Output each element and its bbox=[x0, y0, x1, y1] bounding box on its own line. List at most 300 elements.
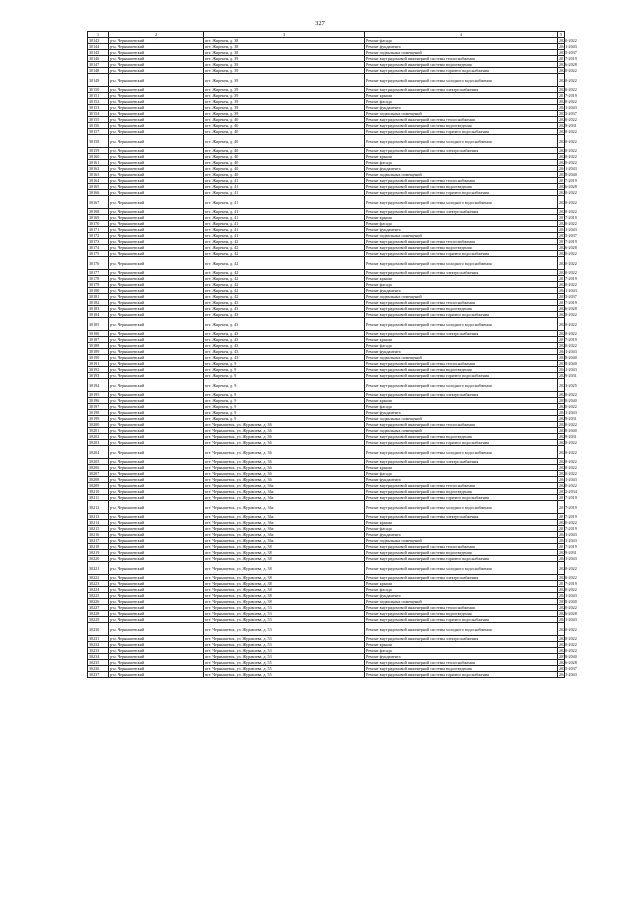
address-cell: пгт. Жирекен, д. 41 bbox=[204, 196, 365, 209]
period-cell: 2041-2043 bbox=[559, 477, 577, 482]
period-cell: 2017-2019 bbox=[559, 544, 577, 549]
period-cell: 2020-2022 bbox=[559, 575, 577, 580]
period-cell: 2020-2022 bbox=[559, 459, 577, 464]
row-number-cell: 30196 bbox=[88, 398, 109, 404]
address-cell: пгт. Чернышевск, ул. Журавлева, д. 36а bbox=[204, 526, 365, 532]
district-cell: р-н. Чернышевский bbox=[109, 251, 204, 257]
district-cell: р-н. Чернышевский bbox=[109, 556, 204, 562]
work-type-cell: Ремонт внутридомовой инженерной системы холодного водоснабжения bbox=[365, 562, 558, 575]
district-cell: р-н. Чернышевский bbox=[109, 276, 204, 282]
district-cell: р-н. Чернышевский bbox=[109, 148, 204, 154]
work-type-cell: Ремонт внутридомовой инженерной системы электроснабжения bbox=[365, 636, 558, 642]
row-number-cell: 30217 bbox=[88, 538, 109, 544]
row-number-cell: 30201 bbox=[88, 428, 109, 434]
address-cell: пгт. Жирекен, д. 9 bbox=[204, 398, 365, 404]
row-number-cell: 30156 bbox=[88, 123, 109, 129]
period-cell: 2017-2019 bbox=[559, 215, 577, 220]
period-cell: 2035-2037 bbox=[559, 50, 577, 55]
address-cell: пгт. Чернышевск, ул. Журавлева, д. 53 bbox=[204, 642, 365, 648]
district-cell: р-н. Чернышевский bbox=[109, 349, 204, 355]
district-cell: р-н. Чернышевский bbox=[109, 105, 204, 111]
work-type-cell: Ремонт внутридомовой инженерной системы горячего водоснабжения bbox=[365, 251, 558, 257]
row-number-cell: 30170 bbox=[88, 221, 109, 227]
period-cell: 2017-2019 bbox=[559, 581, 577, 586]
period-cell: 2026-2028 bbox=[559, 611, 577, 616]
district-cell: р-н. Чернышевский bbox=[109, 239, 204, 245]
district-cell: р-н. Чернышевский bbox=[109, 422, 204, 428]
district-cell: р-н. Чернышевский bbox=[109, 599, 204, 605]
period-cell: 2017-2019 bbox=[559, 337, 577, 342]
row-number-cell: 30191 bbox=[88, 361, 109, 367]
district-cell: р-н. Чернышевский bbox=[109, 38, 204, 44]
district-cell: р-н. Чернышевский bbox=[109, 257, 204, 270]
row-number-cell: 30209 bbox=[88, 483, 109, 489]
district-cell: р-н. Чернышевский bbox=[109, 87, 204, 93]
period-cell: 2020-2022 bbox=[559, 38, 577, 43]
period-cell: 2020-2022 bbox=[559, 471, 577, 476]
address-cell: пгт. Жирекен, д. 40 bbox=[204, 148, 365, 154]
work-type-cell: Ремонт внутридомовой инженерной системы теплоснабжения bbox=[365, 544, 558, 550]
district-cell: р-н. Чернышевский bbox=[109, 300, 204, 306]
work-type-cell: Ремонт внутридомовой инженерной системы холодного водоснабжения bbox=[365, 623, 558, 636]
address-cell: пгт. Жирекен, д. 40 bbox=[204, 166, 365, 172]
work-type-cell: Ремонт внутридомовой инженерной системы горячего водоснабжения bbox=[365, 440, 558, 446]
district-cell: р-н. Чернышевский bbox=[109, 312, 204, 318]
row-number-cell: 30164 bbox=[88, 178, 109, 184]
work-type-cell: Ремонт внутридомовой инженерной системы теплоснабжения bbox=[365, 239, 558, 245]
address-cell: пгт. Чернышевск, ул. Журавлева, д. 36 bbox=[204, 440, 365, 446]
district-cell: р-н. Чернышевский bbox=[109, 172, 204, 178]
row-number-cell: 30188 bbox=[88, 343, 109, 349]
period-cell: 2029-2031 bbox=[559, 373, 577, 378]
work-type-cell: Ремонт фундамента bbox=[365, 105, 558, 111]
address-cell: пгт. Чернышевск, ул. Журавлева, д. 38 bbox=[204, 544, 365, 550]
row-number-cell: 30185 bbox=[88, 318, 109, 331]
work-type-cell: Ремонт крыши bbox=[365, 337, 558, 343]
period-cell: 2020-2022 bbox=[559, 129, 577, 134]
address-cell: пгт. Жирекен, д. 42 bbox=[204, 257, 365, 270]
period-cell: 2026-2028 bbox=[559, 245, 577, 250]
work-type-cell: Ремонт фасада bbox=[365, 526, 558, 532]
address-cell: пгт. Жирекен, д. 41 bbox=[204, 190, 365, 196]
row-number-cell: 30152 bbox=[88, 99, 109, 105]
work-type-cell: Ремонт внутридомовой инженерной системы водоотведения bbox=[365, 666, 558, 672]
district-cell: р-н. Чернышевский bbox=[109, 178, 204, 184]
row-number-cell: 30232 bbox=[88, 642, 109, 648]
work-type-cell: Ремонт фасада bbox=[365, 587, 558, 593]
work-type-cell: Ремонт подвальных помещений bbox=[365, 355, 558, 361]
district-cell: р-н. Чернышевский bbox=[109, 318, 204, 331]
district-cell: р-н. Чернышевский bbox=[109, 398, 204, 404]
work-type-cell: Ремонт внутридомовой инженерной системы теплоснабжения bbox=[365, 178, 558, 184]
period-cell: 2020-2022 bbox=[559, 642, 577, 647]
work-type-cell: Ремонт внутридомовой инженерной системы горячего водоснабжения bbox=[365, 617, 558, 623]
period-cell: 2026-2028 bbox=[559, 62, 577, 67]
period-cell: 2032-2034 bbox=[559, 489, 577, 494]
work-type-cell: Ремонт внутридомовой инженерной системы теплоснабжения bbox=[365, 56, 558, 62]
address-cell: пгт. Жирекен, д. 9 bbox=[204, 373, 365, 379]
row-number-cell: 30173 bbox=[88, 239, 109, 245]
period-cell: 2041-2043 bbox=[559, 672, 577, 677]
district-cell: р-н. Чернышевский bbox=[109, 93, 204, 99]
address-cell: пгт. Чернышевск, ул. Журавлева, д. 36 bbox=[204, 434, 365, 440]
district-cell: р-н. Чернышевский bbox=[109, 215, 204, 221]
row-number-cell: 30220 bbox=[88, 556, 109, 562]
header-cell-3: 3 bbox=[204, 32, 365, 38]
work-type-cell: Ремонт фундамента bbox=[365, 654, 558, 660]
table-row bbox=[88, 501, 565, 514]
work-type-cell: Ремонт фундамента bbox=[365, 349, 558, 355]
work-type-cell: Ремонт внутридомовой инженерной системы теплоснабжения bbox=[365, 117, 558, 123]
address-cell: пгт. Чернышевск, ул. Журавлева, д. 36 bbox=[204, 459, 365, 465]
address-cell: пгт. Чернышевск, ул. Журавлева, д. 38 bbox=[204, 575, 365, 581]
period-cell: 2026-2028 bbox=[559, 184, 577, 189]
work-type-cell: Ремонт внутридомовой инженерной системы теплоснабжения bbox=[365, 660, 558, 666]
address-cell: пгт. Жирекен, д. 43 bbox=[204, 300, 365, 306]
address-cell: пгт. Жирекен, д. 42 bbox=[204, 251, 365, 257]
work-type-cell: Ремонт внутридомовой инженерной системы холодного водоснабжения bbox=[365, 379, 558, 392]
work-type-cell: Ремонт подвальных помещений bbox=[365, 233, 558, 239]
row-number-cell: 30161 bbox=[88, 160, 109, 166]
work-type-cell: Ремонт фасада bbox=[365, 282, 558, 288]
row-number-cell: 30233 bbox=[88, 648, 109, 654]
district-cell: р-н. Чернышевский bbox=[109, 672, 204, 678]
address-cell: пгт. Чернышевск, ул. Журавлева, д. 53 bbox=[204, 648, 365, 654]
work-type-cell: Ремонт внутридомовой инженерной системы водоотведения bbox=[365, 306, 558, 312]
row-number-cell: 30187 bbox=[88, 337, 109, 343]
period-cell: 2020-2022 bbox=[559, 465, 577, 470]
district-cell: р-н. Чернышевский bbox=[109, 471, 204, 477]
address-cell: пгт. Жирекен, д. 39 bbox=[204, 105, 365, 111]
period-cell: 2029-2031 bbox=[559, 123, 577, 128]
row-number-cell: 30213 bbox=[88, 514, 109, 520]
address-cell: пгт. Жирекен, д. 41 bbox=[204, 178, 365, 184]
work-type-cell: Ремонт внутридомовой инженерной системы холодного водоснабжения bbox=[365, 318, 558, 331]
address-cell: пгт. Чернышевск, ул. Журавлева, д. 38 bbox=[204, 550, 365, 556]
district-cell: р-н. Чернышевский bbox=[109, 477, 204, 483]
address-cell: пгт. Жирекен, д. 9 bbox=[204, 379, 365, 392]
district-cell: р-н. Чернышевский bbox=[109, 416, 204, 422]
row-number-cell: 30229 bbox=[88, 617, 109, 623]
work-type-cell: Ремонт внутридомовой инженерной системы холодного водоснабжения bbox=[365, 446, 558, 459]
district-cell: р-н. Чернышевский bbox=[109, 343, 204, 349]
period-cell: 2041-2043 bbox=[559, 410, 577, 415]
district-cell: р-н. Чернышевский bbox=[109, 68, 204, 74]
row-number-cell: 30190 bbox=[88, 355, 109, 361]
district-cell: р-н. Чернышевский bbox=[109, 623, 204, 636]
work-type-cell: Ремонт фасада bbox=[365, 343, 558, 349]
address-cell: пгт. Жирекен, д. 43 bbox=[204, 331, 365, 337]
row-number-cell: 30186 bbox=[88, 331, 109, 337]
row-number-cell: 30155 bbox=[88, 117, 109, 123]
row-number-cell: 30226 bbox=[88, 599, 109, 605]
work-type-cell: Ремонт внутридомовой инженерной системы водоотведения bbox=[365, 550, 558, 556]
address-cell: пгт. Жирекен, д. 40 bbox=[204, 123, 365, 129]
work-type-cell: Ремонт внутридомовой инженерной системы холодного водоснабжения bbox=[365, 74, 558, 87]
work-type-cell: Ремонт внутридомовой инженерной системы электроснабжения bbox=[365, 331, 558, 337]
row-number-cell: 30179 bbox=[88, 282, 109, 288]
address-cell: пгт. Жирекен, д. 42 bbox=[204, 288, 365, 294]
period-cell: 2017-2019 bbox=[558, 501, 565, 514]
work-type-cell: Ремонт внутридомовой инженерной системы водоотведения bbox=[365, 62, 558, 68]
work-type-cell: Ремонт фасада bbox=[365, 648, 558, 654]
district-cell: р-н. Чернышевский bbox=[109, 538, 204, 544]
period-cell: 2029-2031 bbox=[559, 550, 577, 555]
address-cell: пгт. Жирекен, д. 39 bbox=[204, 56, 365, 62]
district-cell: р-н. Чернышевский bbox=[109, 514, 204, 520]
period-cell: 2041-2043 bbox=[559, 349, 577, 354]
row-number-cell: 30147 bbox=[88, 62, 109, 68]
row-number-cell: 30200 bbox=[88, 422, 109, 428]
work-type-cell: Ремонт подвальных помещений bbox=[365, 416, 558, 422]
work-type-cell: Ремонт внутридомовой инженерной системы теплоснабжения bbox=[365, 300, 558, 306]
work-type-cell: Ремонт внутридомовой инженерной системы горячего водоснабжения bbox=[365, 190, 558, 196]
row-number-cell: 30216 bbox=[88, 532, 109, 538]
address-cell: пгт. Жирекен, д. 41 bbox=[204, 227, 365, 233]
address-cell: пгт. Жирекен, д. 40 bbox=[204, 154, 365, 160]
period-cell: 2035-2037 bbox=[559, 111, 577, 116]
district-cell: р-н. Чернышевский bbox=[109, 294, 204, 300]
header-cell-5: 5 bbox=[558, 32, 565, 38]
row-number-cell: 30154 bbox=[88, 111, 109, 117]
work-type-cell: Ремонт фасада bbox=[365, 160, 558, 166]
district-cell: р-н. Чернышевский bbox=[109, 587, 204, 593]
row-number-cell: 30175 bbox=[88, 251, 109, 257]
address-cell: пгт. Чернышевск, ул. Журавлева, д. 38 bbox=[204, 587, 365, 593]
work-type-cell: Ремонт крыши bbox=[365, 642, 558, 648]
address-cell: пгт. Жирекен, д. 40 bbox=[204, 117, 365, 123]
district-cell: р-н. Чернышевский bbox=[109, 129, 204, 135]
period-cell: 2017-2019 bbox=[559, 514, 577, 519]
row-number-cell: 30181 bbox=[88, 294, 109, 300]
district-cell: р-н. Чернышевский bbox=[109, 99, 204, 105]
period-cell: 2020-2022 bbox=[558, 257, 565, 270]
address-cell: пгт. Жирекен, д. 9 bbox=[204, 361, 365, 367]
row-number-cell: 30230 bbox=[88, 623, 109, 636]
district-cell: р-н. Чернышевский bbox=[109, 123, 204, 129]
address-cell: пгт. Жирекен, д. 38 bbox=[204, 44, 365, 50]
row-number-cell: 30150 bbox=[88, 87, 109, 93]
work-type-cell: Ремонт внутридомовой инженерной системы теплоснабжения bbox=[365, 361, 558, 367]
row-number-cell: 30153 bbox=[88, 105, 109, 111]
work-type-cell: Ремонт внутридомовой инженерной системы электроснабжения bbox=[365, 575, 558, 581]
address-cell: пгт. Чернышевск, ул. Журавлева, д. 36а bbox=[204, 532, 365, 538]
work-type-cell: Ремонт фундамента bbox=[365, 532, 558, 538]
address-cell: пгт. Жирекен, д. 43 bbox=[204, 318, 365, 331]
period-cell: 2041-2043 bbox=[559, 367, 577, 372]
work-type-cell: Ремонт внутридомовой инженерной системы теплоснабжения bbox=[365, 483, 558, 489]
district-cell: р-н. Чернышевский bbox=[109, 44, 204, 50]
address-cell: пгт. Чернышевск, ул. Журавлева, д. 36а bbox=[204, 495, 365, 501]
table-row bbox=[88, 74, 565, 87]
district-cell: р-н. Чернышевский bbox=[109, 428, 204, 434]
period-cell: 2020-2022 bbox=[559, 68, 577, 73]
address-cell: пгт. Жирекен, д. 42 bbox=[204, 282, 365, 288]
address-cell: пгт. Жирекен, д. 39 bbox=[204, 68, 365, 74]
period-cell: 2038-2040 bbox=[559, 599, 577, 604]
district-cell: р-н. Чернышевский bbox=[109, 154, 204, 160]
district-cell: р-н. Чернышевский bbox=[109, 166, 204, 172]
work-type-cell: Ремонт внутридомовой инженерной системы водоотведения bbox=[365, 611, 558, 617]
district-cell: р-н. Чернышевский bbox=[109, 209, 204, 215]
row-number-cell: 30211 bbox=[88, 495, 109, 501]
address-cell: пгт. Чернышевск, ул. Журавлева, д. 38 bbox=[204, 556, 365, 562]
address-cell: пгт. Жирекен, д. 40 bbox=[204, 160, 365, 166]
table-body bbox=[88, 38, 577, 678]
row-number-cell: 30184 bbox=[88, 312, 109, 318]
period-cell: 2020-2022 bbox=[558, 318, 565, 331]
period-cell: 2038-2040 bbox=[559, 361, 577, 366]
period-cell: 2020-2022 bbox=[559, 404, 577, 409]
address-cell: пгт. Чернышевск, ул. Журавлева, д. 36 bbox=[204, 471, 365, 477]
period-cell: 2020-2022 bbox=[559, 251, 577, 256]
work-type-cell: Ремонт подвальных помещений bbox=[365, 172, 558, 178]
work-type-cell: Ремонт внутридомовой инженерной системы электроснабжения bbox=[365, 270, 558, 276]
period-cell: 2041-2043 bbox=[559, 44, 577, 49]
work-type-cell: Ремонт внутридомовой инженерной системы теплоснабжения bbox=[365, 422, 558, 428]
row-number-cell: 30214 bbox=[88, 520, 109, 526]
row-number-cell: 30165 bbox=[88, 184, 109, 190]
district-cell: р-н. Чернышевский bbox=[109, 459, 204, 465]
work-type-cell: Ремонт подвальных помещений bbox=[365, 50, 558, 56]
district-cell: р-н. Чернышевский bbox=[109, 62, 204, 68]
district-cell: р-н. Чернышевский bbox=[109, 337, 204, 343]
work-type-cell: Ремонт внутридомовой инженерной системы горячего водоснабжения bbox=[365, 672, 558, 678]
period-cell: 2017-2019 bbox=[559, 495, 577, 500]
period-cell: 2041-2043 bbox=[559, 532, 577, 537]
district-cell: р-н. Чернышевский bbox=[109, 483, 204, 489]
row-number-cell: 30167 bbox=[88, 196, 109, 209]
district-cell: р-н. Чернышевский bbox=[109, 227, 204, 233]
row-number-cell: 30145 bbox=[88, 50, 109, 56]
district-cell: р-н. Чернышевский bbox=[109, 392, 204, 398]
row-number-cell: 30180 bbox=[88, 288, 109, 294]
address-cell: пгт. Жирекен, д. 9 bbox=[204, 392, 365, 398]
table-row bbox=[88, 318, 565, 331]
district-cell: р-н. Чернышевский bbox=[109, 367, 204, 373]
address-cell: пгт. Чернышевск, ул. Журавлева, д. 36а bbox=[204, 501, 365, 514]
address-cell: пгт. Жирекен, д. 9 bbox=[204, 410, 365, 416]
period-cell: 2035-2037 bbox=[559, 666, 577, 671]
row-number-cell: 30237 bbox=[88, 672, 109, 678]
row-number-cell: 30198 bbox=[88, 410, 109, 416]
period-cell: 2020-2022 bbox=[559, 343, 577, 348]
row-number-cell: 30236 bbox=[88, 666, 109, 672]
period-cell: 2038-2040 bbox=[559, 398, 577, 403]
period-cell: 2020-2022 bbox=[559, 440, 577, 445]
work-type-cell: Ремонт внутридомовой инженерной системы электроснабжения bbox=[365, 87, 558, 93]
work-type-cell: Ремонт крыши bbox=[365, 465, 558, 471]
row-number-cell: 30225 bbox=[88, 593, 109, 599]
district-cell: р-н. Чернышевский bbox=[109, 465, 204, 471]
row-number-cell: 30223 bbox=[88, 581, 109, 587]
row-number-cell: 30146 bbox=[88, 56, 109, 62]
period-cell: 2017-2019 bbox=[559, 93, 577, 98]
row-number-cell: 30163 bbox=[88, 172, 109, 178]
row-number-cell: 30205 bbox=[88, 459, 109, 465]
address-cell: пгт. Жирекен, д. 43 bbox=[204, 312, 365, 318]
table-row bbox=[88, 623, 565, 636]
address-cell: пгт. Чернышевск, ул. Журавлева, д. 36а bbox=[204, 514, 365, 520]
period-cell: 2035-2037 bbox=[559, 294, 577, 299]
district-cell: р-н. Чернышевский bbox=[109, 636, 204, 642]
district-cell: р-н. Чернышевский bbox=[109, 404, 204, 410]
row-number-cell: 30174 bbox=[88, 245, 109, 251]
row-number-cell: 30210 bbox=[88, 489, 109, 495]
row-number-cell: 30158 bbox=[88, 135, 109, 148]
work-type-cell: Ремонт внутридомовой инженерной системы горячего водоснабжения bbox=[365, 68, 558, 74]
row-number-cell: 30148 bbox=[88, 68, 109, 74]
district-cell: р-н. Чернышевский bbox=[109, 50, 204, 56]
period-cell: 2020-2022 bbox=[559, 148, 577, 153]
work-type-cell: Ремонт внутридомовой инженерной системы горячего водоснабжения bbox=[365, 495, 558, 501]
address-cell: пгт. Жирекен, д. 39 bbox=[204, 87, 365, 93]
period-cell: 2020-2022 bbox=[559, 160, 577, 165]
address-cell: пгт. Чернышевск, ул. Журавлева, д. 36 bbox=[204, 428, 365, 434]
district-cell: р-н. Чернышевский bbox=[109, 135, 204, 148]
address-cell: пгт. Жирекен, д. 43 bbox=[204, 343, 365, 349]
address-cell: пгт. Чернышевск, ул. Журавлева, д. 36а bbox=[204, 538, 365, 544]
address-cell: пгт. Жирекен, д. 9 bbox=[204, 367, 365, 373]
period-cell: 2038-2040 bbox=[559, 172, 577, 177]
row-number-cell: 30176 bbox=[88, 257, 109, 270]
header-cell-4: 4 bbox=[365, 32, 558, 38]
period-cell: 2020-2022 bbox=[559, 87, 577, 92]
address-cell: пгт. Чернышевск, ул. Журавлева, д. 53 bbox=[204, 605, 365, 611]
address-cell: пгт. Жирекен, д. 39 bbox=[204, 74, 365, 87]
row-number-cell: 30197 bbox=[88, 404, 109, 410]
address-cell: пгт. Жирекен, д. 41 bbox=[204, 221, 365, 227]
address-cell: пгт. Жирекен, д. 39 bbox=[204, 99, 365, 105]
row-number-cell: 30172 bbox=[88, 233, 109, 239]
address-cell: пгт. Жирекен, д. 41 bbox=[204, 184, 365, 190]
district-cell: р-н. Чернышевский bbox=[109, 550, 204, 556]
district-cell: р-н. Чернышевский bbox=[109, 221, 204, 227]
address-cell: пгт. Чернышевск, ул. Журавлева, д. 38 bbox=[204, 581, 365, 587]
table-row bbox=[88, 257, 565, 270]
period-cell: 2017-2019 bbox=[559, 276, 577, 281]
row-number-cell: 30169 bbox=[88, 215, 109, 221]
period-cell: 2020-2022 bbox=[559, 636, 577, 641]
period-cell: 2020-2022 bbox=[558, 623, 565, 636]
period-cell: 2020-2022 bbox=[558, 74, 565, 87]
work-type-cell: Ремонт внутридомовой инженерной системы электроснабжения bbox=[365, 459, 558, 465]
work-type-cell: Ремонт внутридомовой инженерной системы холодного водоснабжения bbox=[365, 196, 558, 209]
row-number-cell: 30215 bbox=[88, 526, 109, 532]
work-type-cell: Ремонт фундамента bbox=[365, 227, 558, 233]
address-cell: пгт. Жирекен, д. 9 bbox=[204, 404, 365, 410]
work-type-cell: Ремонт внутридомовой инженерной системы электроснабжения bbox=[365, 148, 558, 154]
period-cell: 2020-2022 bbox=[559, 587, 577, 592]
address-cell: пгт. Чернышевск, ул. Журавлева, д. 36 bbox=[204, 422, 365, 428]
table-row bbox=[88, 135, 565, 148]
address-cell: пгт. Жирекен, д. 38 bbox=[204, 50, 365, 56]
district-cell: р-н. Чернышевский bbox=[109, 495, 204, 501]
table-row bbox=[88, 446, 565, 459]
row-number-cell: 30162 bbox=[88, 166, 109, 172]
row-number-cell: 30202 bbox=[88, 434, 109, 440]
address-cell: пгт. Жирекен, д. 40 bbox=[204, 129, 365, 135]
period-cell: 2041-2043 bbox=[559, 227, 577, 232]
work-type-cell: Ремонт внутридомовой инженерной системы горячего водоснабжения bbox=[365, 373, 558, 379]
district-cell: р-н. Чернышевский bbox=[109, 562, 204, 575]
district-cell: р-н. Чернышевский bbox=[109, 617, 204, 623]
header-cell-1: 1 bbox=[88, 32, 109, 38]
period-cell: 2026-2028 bbox=[559, 306, 577, 311]
period-cell: 2020-2022 bbox=[559, 282, 577, 287]
district-cell: р-н. Чернышевский bbox=[109, 526, 204, 532]
district-cell: р-н. Чернышевский bbox=[109, 190, 204, 196]
